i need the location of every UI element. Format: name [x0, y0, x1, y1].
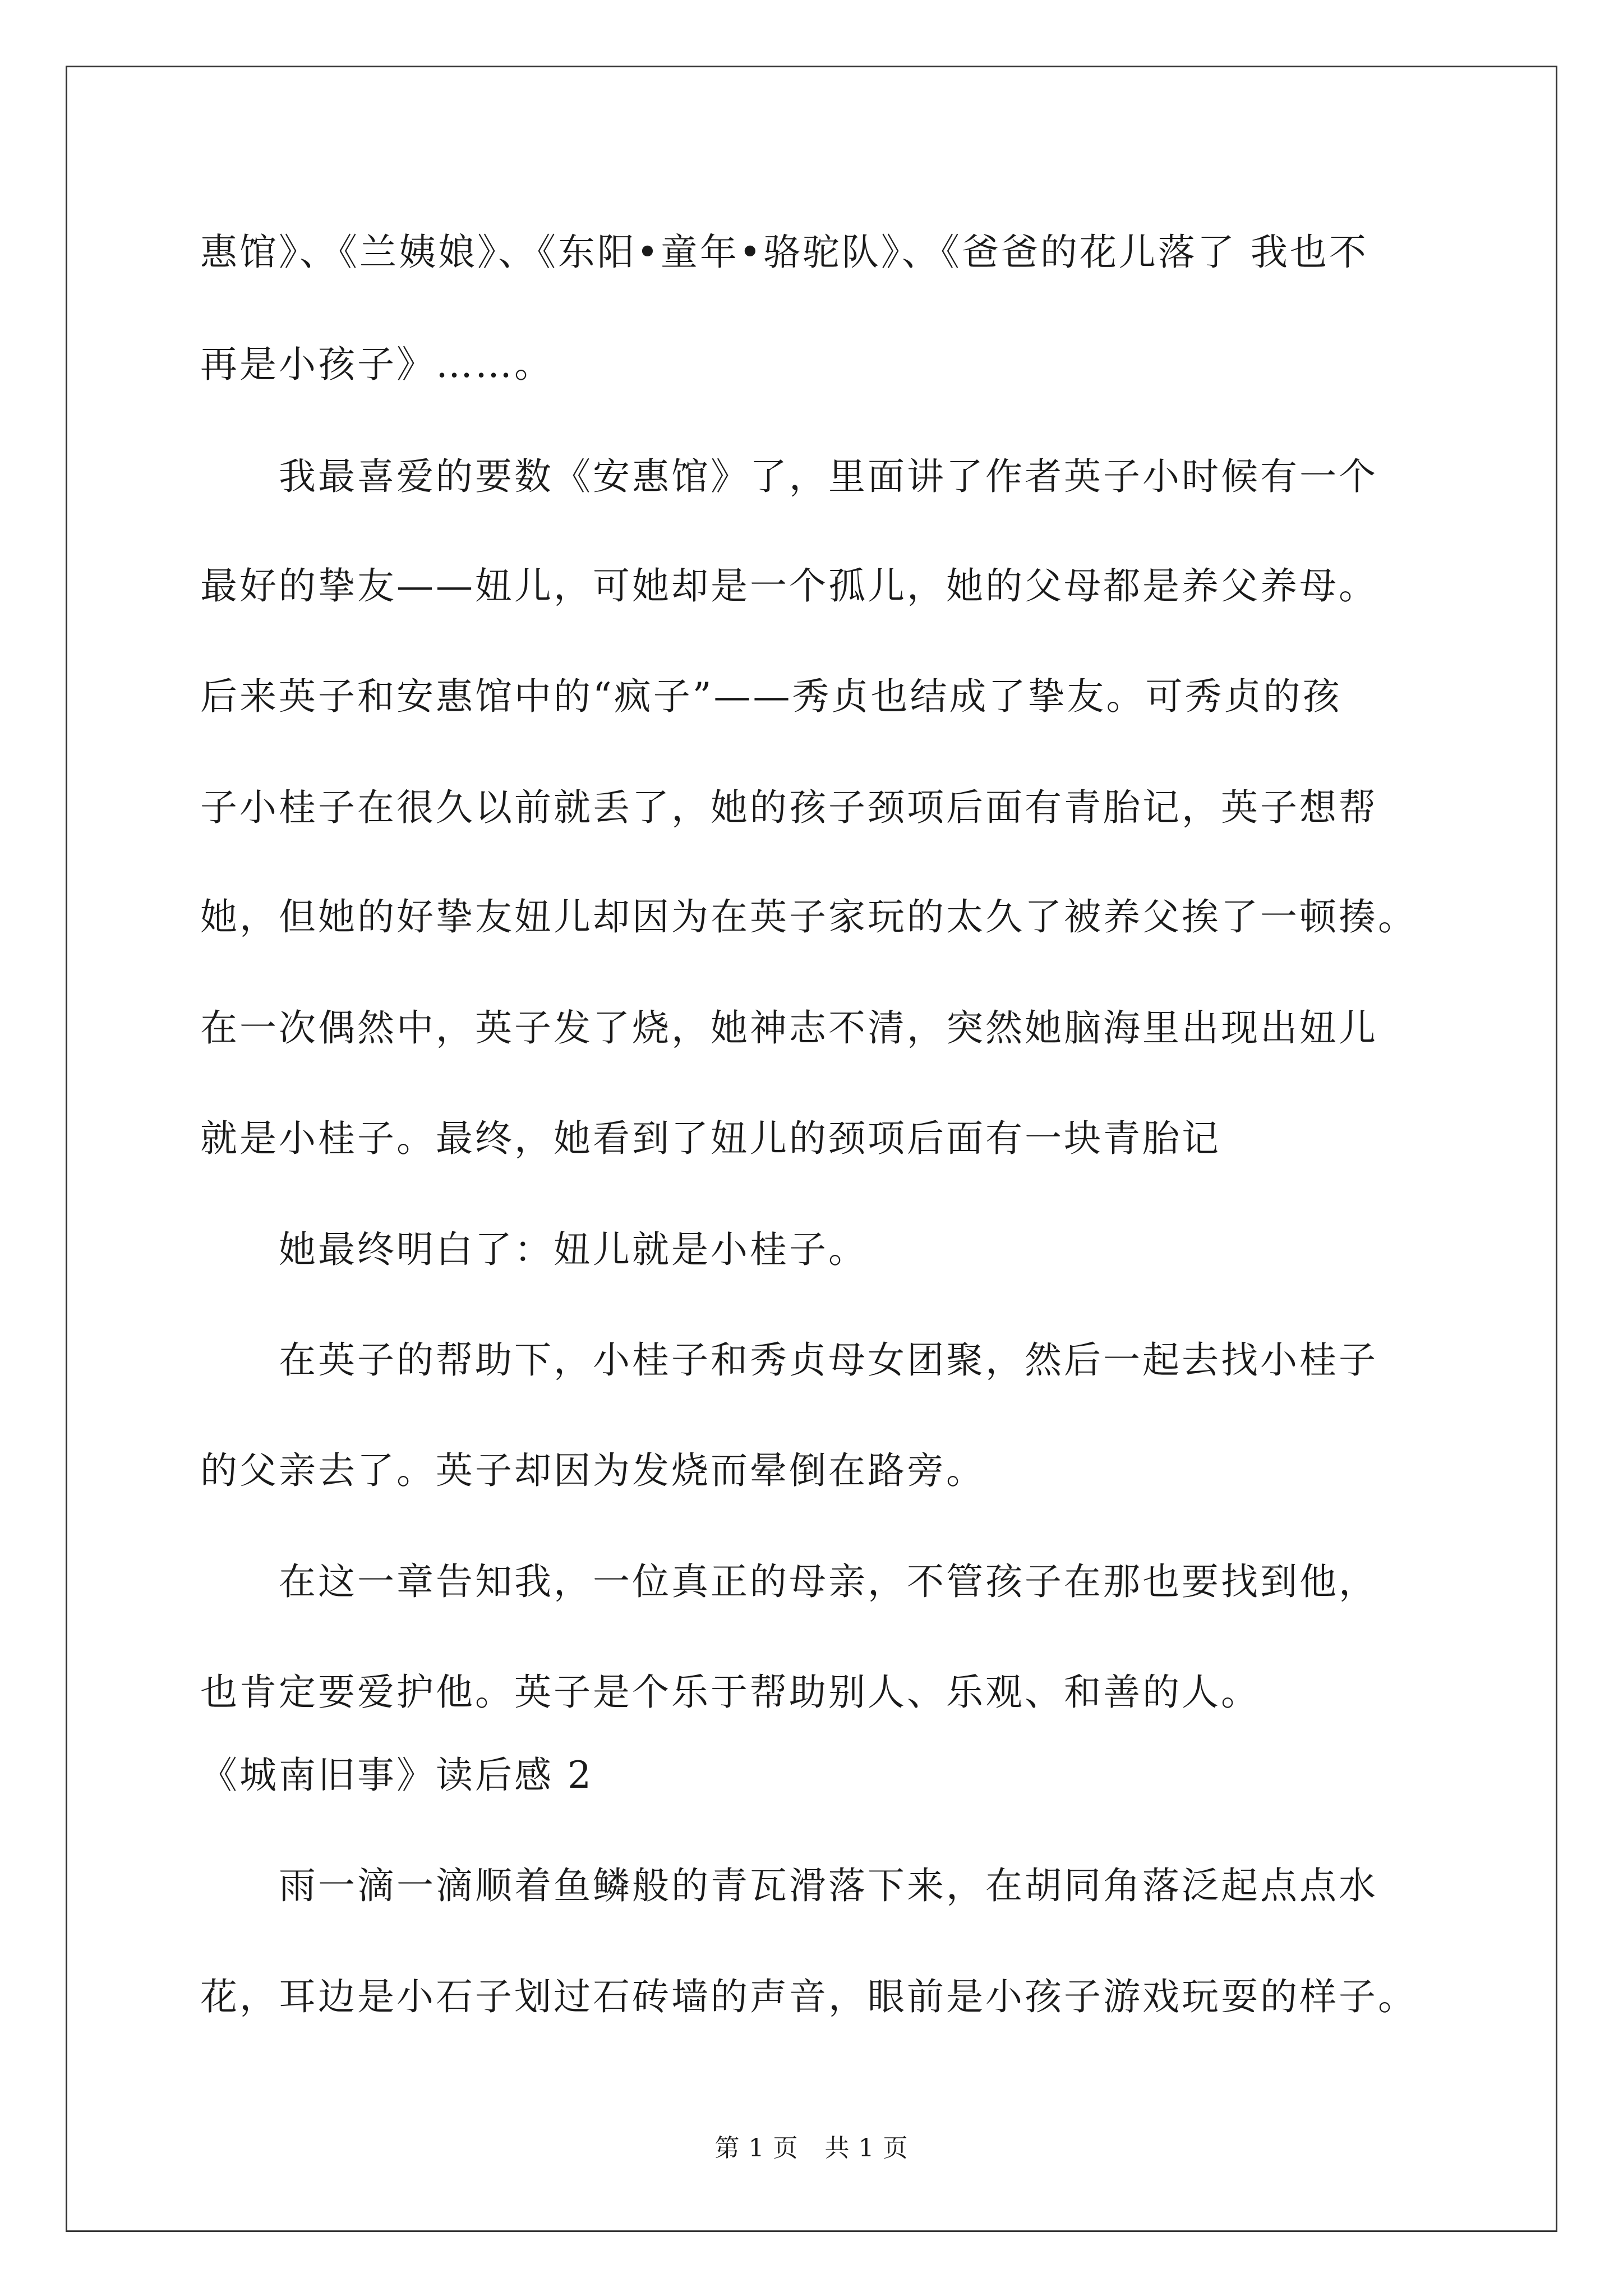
text-line: 花，耳边是小石子划过石砖墙的声音，眼前是小孩子游戏玩耍的样子。 [200, 1975, 1417, 2018]
section-heading: 《城南旧事》读后感 2 [200, 1754, 593, 1797]
text-line: 雨一滴一滴顺着鱼鳞般的青瓦滑落下来，在胡同角落泛起点点水 [200, 1864, 1378, 1907]
text-line: 她最终明白了：妞儿就是小桂子。 [200, 1228, 868, 1271]
text-line: 在英子的帮助下，小桂子和秀贞母女团聚，然后一起去找小桂子 [200, 1338, 1378, 1382]
text-line: 我最喜爱的要数《安惠馆》了，里面讲了作者英子小时候有一个 [200, 455, 1378, 498]
text-line: 也肯定要爱护他。英子是个乐于帮助别人、乐观、和善的人。 [200, 1671, 1260, 1714]
text-line: 在这一章告知我，一位真正的母亲，不管孩子在那也要找到他， [200, 1560, 1378, 1603]
text-line: 就是小桂子。最终，她看到了妞儿的颈项后面有一块青胎记 [200, 1117, 1221, 1160]
text-line: 再是小孩子》……。 [200, 343, 554, 386]
text-line: 在一次偶然中，英子发了烧，她神志不清，突然她脑海里出现出妞儿 [200, 1006, 1378, 1050]
page-total: 共 1 页 [824, 2134, 909, 2162]
page-footer [0, 2132, 1623, 2165]
text-line: 惠馆》、《兰姨娘》、《东阳•童年•骆驼队》、《爸爸的花儿落了 我也不 [200, 231, 1368, 274]
text-line: 的父亲去了。英子却因为发烧而晕倒在路旁。 [200, 1449, 985, 1492]
page-number: 第 1 页 [714, 2134, 799, 2162]
text-line: 最好的挚友——妞儿，可她却是一个孤儿，她的父母都是养父养母。 [200, 564, 1378, 608]
text-line: 后来英子和安惠馆中的“疯子”——秀贞也结成了挚友。可秀贞的孩 [200, 675, 1342, 718]
text-line: 她，但她的好挚友妞儿却因为在英子家玩的太久了被养父挨了一顿揍。 [200, 895, 1417, 938]
text-line: 子小桂子在很久以前就丢了，她的孩子颈项后面有青胎记，英子想帮 [200, 786, 1378, 829]
